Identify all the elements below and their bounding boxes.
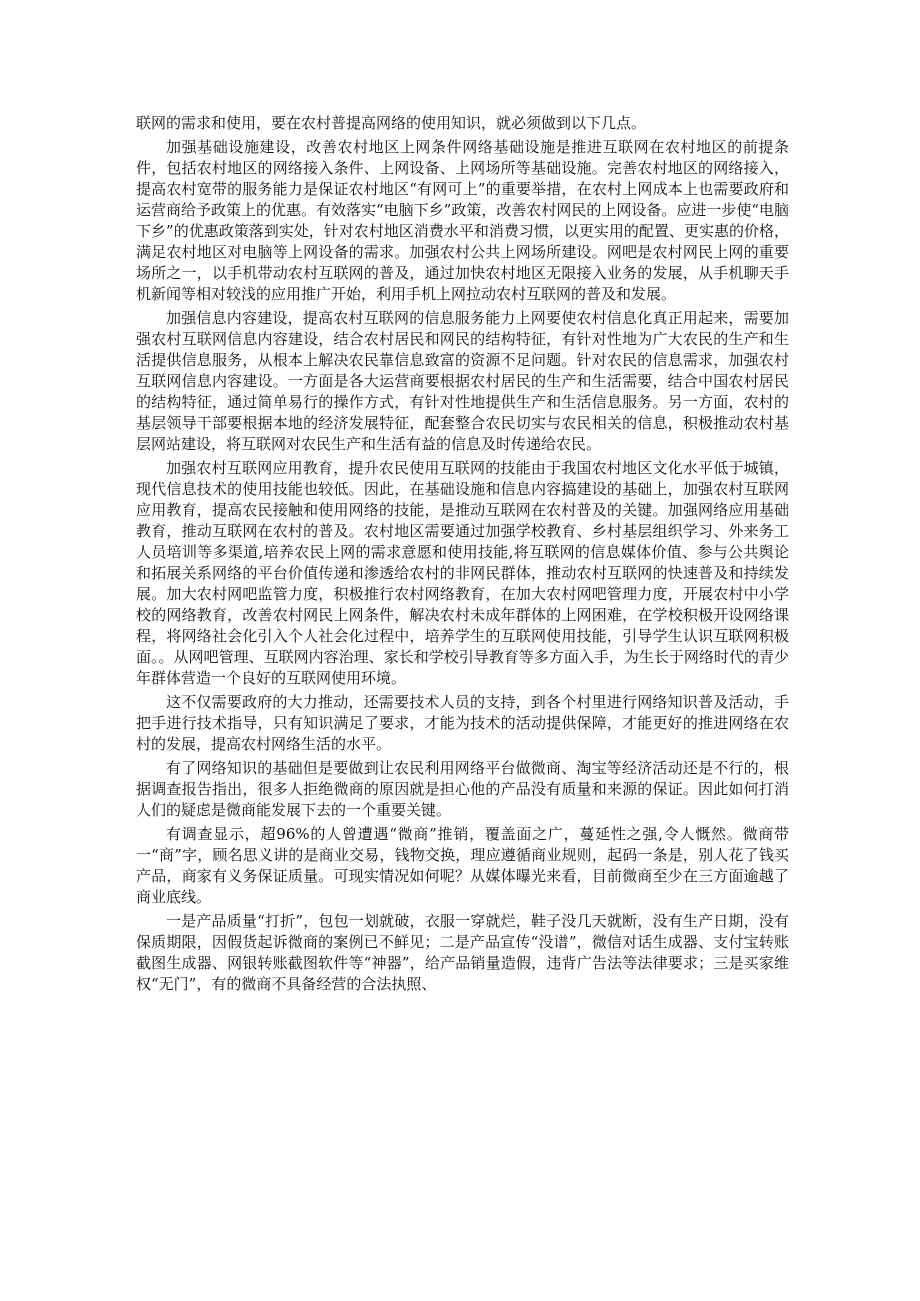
paragraph-problems: 一是产品质量“打折”，包包一划就破，衣服一穿就烂，鞋子没几天就断，没有生产日期，没有保质期限，因假货起诉微商的案例已不鲜见；二是产品宣传“没谱”，微信对话生成器、支付宝转账截图生成器、网银转账截图软件等“神器”，给产品销量造假，违背广告法等法律要求；三是买家维权“无门”，有的微商不具备经营的合法执照、 xyxy=(136,912,789,993)
paragraph-wechat-business: 有了网络知识的基础但是要做到让农民利用网络平台做微商、淘宝等经济活动还是不行的，根据调查报告指出，很多人拒绝微商的原因就是担心他的产品没有质量和来源的保证。因此如何打消人们的疑虑是微商能发展下去的一个重要关键。 xyxy=(136,759,789,819)
paragraph-infrastructure: 加强基础设施建设，改善农村地区上网条件网络基础设施是推进互联网在农村地区的前提条件，包括农村地区的网络接入条件、上网设备、上网场所等基础设施。完善农村地区的网络接入，提高农村宽带的服务能力是保证农村地区“有网可上”的重要举措，在农村上网成本上也需要政府和运营商给予政策上的优惠。有效落实“电脑下乡”政策，改善农村网民的上网设备。应进一步使“电脑下乡”的优惠政策落到实处，针对农村地区消费水平和消费习惯，以更实用的配置、更实惠的价格，满足农村地区对电脑等上网设备的需求。加强农村公共上网场所建设。网吧是农村网民上网的重要场所之一，以手机带动农村互联网的普及，通过加快农村地区无限接入业务的发展，从手机聊天手机新闻等相对较浅的应用推广开始，利用手机上网拉动农村互联网的普及和发展。 xyxy=(136,138,790,303)
document-body xyxy=(136,113,789,998)
paragraph-continuation: 联网的需求和使用，要在农村普提高网络的使用知识，就必须做到以下几点。 xyxy=(136,114,647,132)
paragraph-survey: 有调查显示，超96%的人曾遭遇“微商”推销，覆盖面之广，蔓延性之强,令人慨然。微商带一“商”字，顾名思义讲的是商业交易，钱物交换，理应遵循商业规则，起码一条是，别人花了钱买产品，商家有义务保证质量。可现实情况如何呢？从媒体曝光来看，目前微商至少在三方面逾越了商业底线。 xyxy=(136,825,789,906)
paragraph-information-content: 加强信息内容建设，提高农村互联网的信息服务能力上网要使农村信息化真正用起来，需要加强农村互联网信息内容建设，结合农村居民和网民的结构特征，有针对性地为广大农民的生产和生活提供信息服务，从根本上解决农民靠信息致富的资源不足问题。针对农民的信息需求，加强农村互联网信息内容建设。一方面是各大运营商要根据农村居民的生产和生活需要，结合中国农村居民的结构特征，通过简单易行的操作方式，有针对性地提供生产和生活信息服务。另一方面，农村的基层领导干部要根据本地的经济发展特征，配套整合农民切实与农民相关的信息，积极推动农村基层网站建设，将互联网对农民生产和生活有益的信息及时传递给农民。 xyxy=(136,309,789,453)
paragraph-internet-education: 加强农村互联网应用教育，提升农民使用互联网的技能由于我国农村地区文化水平低于城镇，现代信息技术的使用技能也较低。因此，在基础设施和信息内容搞建设的基础上，加强农村互联网应用教育，提高农民接触和使用网络的技能，是推动互联网在农村普及的关键。加强网络应用基础教育，推动互联网在农村的普及。农村地区需要通过加强学校教育、乡村基层组织学习、外来务工人员培训等多渠道,培养农民上网的需求意愿和使用技能,将互联网的信息媒体价值、参与公共舆论和拓展关系网络的平台价值传递和渗透给农村的非网民群体，推动农村互联网的快速普及和持续发展。加大农村网吧监管力度，积极推行农村网络教育，在加大农村网吧管理力度，开展农村中小学校的网络教育，改善农村网民上网条件，解决农村未成年群体的上网困难，在学校积极开设网络课程，将网络社会化引入个人社会化过程中，培养学生的互联网使用技能，引导学生认识互联网积极面。。从网吧管理、互联网内容治理、家长和学校引导教育等多方面入手，为生长于网络时代的青少年群体营造一个良好的互联网使用环境。 xyxy=(136,459,789,687)
paragraph-government-support: 这不仅需要政府的大力推动，还需要技术人员的支持，到各个村里进行网络知识普及活动，手把手进行技术指导，只有知识满足了要求，才能为技术的活动提供保障，才能更好的推进网络在农村的发展，提高农村网络生活的水平。 xyxy=(136,693,789,753)
